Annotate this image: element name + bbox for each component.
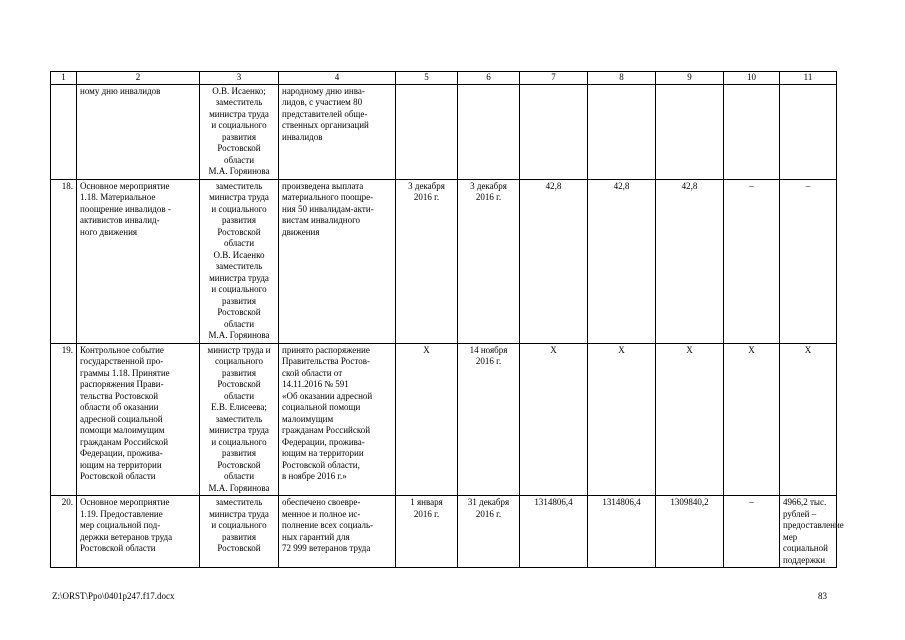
table-header-row xyxy=(51,72,837,85)
amount-cell xyxy=(520,84,588,179)
planned-date-cell xyxy=(396,84,458,179)
column-number-header: 5 xyxy=(396,72,458,85)
column-number-header: 8 xyxy=(588,72,656,85)
planned-date-cell: 1 января 2016 г. xyxy=(396,496,458,568)
event-name-cell: ному дню инвалидов xyxy=(77,84,200,179)
amount-cell: X xyxy=(588,343,656,496)
planned-date-cell: 3 декабря 2016 г. xyxy=(396,179,458,343)
amount-cell: 1314806,4 xyxy=(520,496,588,568)
responsible-cell: О.В. Исаенко; заместитель министра труда и социального развития Ростовской области М.А. Горяинова xyxy=(200,84,279,179)
amount-cell: X xyxy=(520,343,588,496)
table-row xyxy=(51,343,837,496)
result-cell: обеспечено своевре- менное и полное ис- полнение всех социаль- ных гарантий для 72 999 ветеранов труда xyxy=(279,496,396,568)
row-number-cell: 18. xyxy=(51,179,77,343)
note-cell xyxy=(780,84,837,179)
responsible-cell: заместитель министра труда и социального развития Ростовской xyxy=(200,496,279,568)
table-row xyxy=(51,84,837,179)
amount-cell: 1314806,4 xyxy=(588,496,656,568)
responsible-cell: министр труда и социального развития Ростовской области Е.В. Елисеева; заместитель министра труда и социального развития Ростовской области М.А. Горяинова xyxy=(200,343,279,496)
note-cell: – xyxy=(780,179,837,343)
event-name-cell: Основное мероприятие 1.18. Материальное поощрение инвалидов - активистов инвалид- ного движения xyxy=(77,179,200,343)
report-table xyxy=(50,71,844,568)
result-cell: народному дню инва- лидов, с участием 80 представителей обще- ственных организаций инвалидов xyxy=(279,84,396,179)
column-number-header: 3 xyxy=(200,72,279,85)
result-cell: принято распоряжение Правительства Ростов- ской области от 14.11.2016 № 591 «Об оказании адресной социальной помощи малоимущим гражданам Российской Федерации, прожива- ющим на территории Ростовской области, в ноябре 2016 г.» xyxy=(279,343,396,496)
amount-cell: – xyxy=(724,179,780,343)
actual-date-cell xyxy=(458,84,520,179)
result-cell: произведена выплата материального поощре- ния 50 инвалидам-акти- вистам инвалидного движения xyxy=(279,179,396,343)
table-row xyxy=(51,179,837,343)
row-number-cell xyxy=(51,84,77,179)
amount-cell: X xyxy=(656,343,724,496)
column-number-header: 7 xyxy=(520,72,588,85)
responsible-cell: заместитель министра труда и социального развития Ростовской области О.В. Исаенко заместитель министра труда и социального развития Ростовской области М.А. Горяинова xyxy=(200,179,279,343)
amount-cell xyxy=(588,84,656,179)
note-cell: X xyxy=(780,343,837,496)
amount-cell: 42,8 xyxy=(656,179,724,343)
column-number-header: 6 xyxy=(458,72,520,85)
actual-date-cell: 31 декабря 2016 г. xyxy=(458,496,520,568)
column-number-header: 4 xyxy=(279,72,396,85)
amount-cell: – xyxy=(724,496,780,568)
table-row xyxy=(51,496,837,568)
amount-cell: 1309840,2 xyxy=(656,496,724,568)
column-number-header: 9 xyxy=(656,72,724,85)
amount-cell xyxy=(724,84,780,179)
row-number-cell: 20. xyxy=(51,496,77,568)
amount-cell: X xyxy=(724,343,780,496)
event-name-cell: Основное мероприятие 1.19. Предоставление мер социальной под- держки ветеранов труда Ростовской области xyxy=(77,496,200,568)
column-number-header: 10 xyxy=(724,72,780,85)
note-cell: 4966,2 тыс. рублей – предоставление мер социальной поддержки xyxy=(780,496,837,568)
actual-date-cell: 14 ноября 2016 г. xyxy=(458,343,520,496)
actual-date-cell: 3 декабря 2016 г. xyxy=(458,179,520,343)
column-number-header: 11 xyxy=(780,72,837,85)
file-path-footer: Z:\ORST\Ppo\0401p247.f17.docx xyxy=(52,591,175,601)
event-name-cell: Контрольное событие государственной про- граммы 1.18. Принятие распоряжения Прави- тельства Ростовской области об оказании адресной социальной помощи малоимущим гражданам Российской Федерации, прожива- ющим на территории Ростовской области xyxy=(77,343,200,496)
column-number-header: 2 xyxy=(77,72,200,85)
column-number-header: 1 xyxy=(51,72,77,85)
page-number: 83 xyxy=(818,591,827,601)
amount-cell xyxy=(656,84,724,179)
amount-cell: 42,8 xyxy=(520,179,588,343)
row-number-cell: 19. xyxy=(51,343,77,496)
planned-date-cell: X xyxy=(396,343,458,496)
amount-cell: 42,8 xyxy=(588,179,656,343)
